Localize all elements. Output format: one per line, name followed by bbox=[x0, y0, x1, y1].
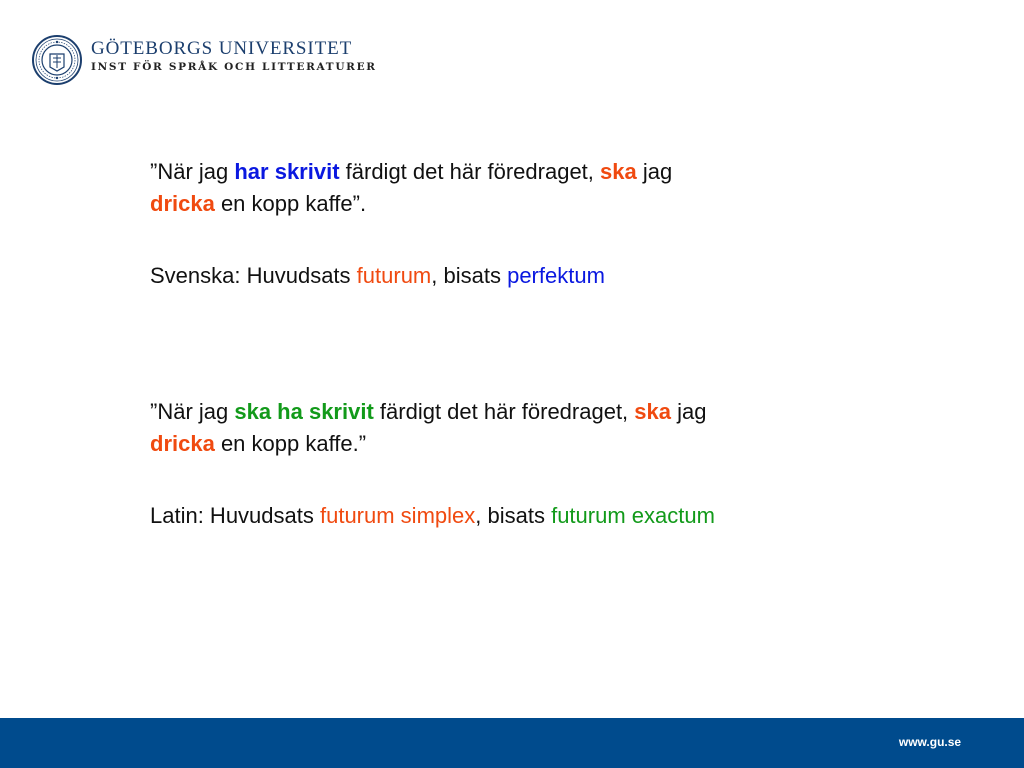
future-aux-highlight: ska bbox=[600, 159, 637, 184]
main-verb-highlight: dricka bbox=[150, 191, 215, 216]
text-span: en kopp kaffe”. bbox=[214, 191, 367, 216]
main-tense-label: futurum simplex bbox=[319, 503, 476, 528]
main-verb-highlight: dricka bbox=[150, 431, 215, 456]
dept-name: INST FÖR SPRÅK OCH LITTERATURER bbox=[91, 61, 377, 73]
latin-summary bbox=[150, 500, 910, 532]
text-span: Latin: Huvudsats bbox=[150, 503, 320, 528]
text-span: färdigt det här föredraget, bbox=[373, 399, 635, 424]
text-span: ”När jag bbox=[150, 159, 235, 184]
footer-bar bbox=[0, 718, 1024, 768]
sub-tense-label: futurum exactum bbox=[551, 503, 715, 528]
text-span: jag bbox=[636, 159, 673, 184]
text-span: en kopp kaffe.” bbox=[214, 431, 367, 456]
swedish-summary bbox=[150, 260, 910, 292]
future-perfect-verb-highlight: ska ha skrivit bbox=[234, 399, 374, 424]
perfect-verb-highlight: har skrivit bbox=[234, 159, 340, 184]
text-span: färdigt det här föredraget, bbox=[339, 159, 601, 184]
text-span: , bisats bbox=[431, 263, 508, 288]
swedish-sentence bbox=[150, 156, 910, 220]
text-span: , bisats bbox=[475, 503, 552, 528]
footer-url-link[interactable]: www.gu.se bbox=[898, 735, 962, 749]
sub-tense-label: perfektum bbox=[507, 263, 605, 288]
org-name: GÖTEBORGS UNIVERSITET bbox=[91, 38, 353, 59]
latin-sentence bbox=[150, 396, 910, 460]
main-tense-label: futurum bbox=[356, 263, 432, 288]
text-span: Svenska: Huvudsats bbox=[150, 263, 357, 288]
text-span: jag bbox=[671, 399, 707, 424]
future-aux-highlight: ska bbox=[634, 399, 672, 424]
text-span: ”När jag bbox=[150, 399, 235, 424]
university-seal-icon bbox=[31, 34, 83, 86]
